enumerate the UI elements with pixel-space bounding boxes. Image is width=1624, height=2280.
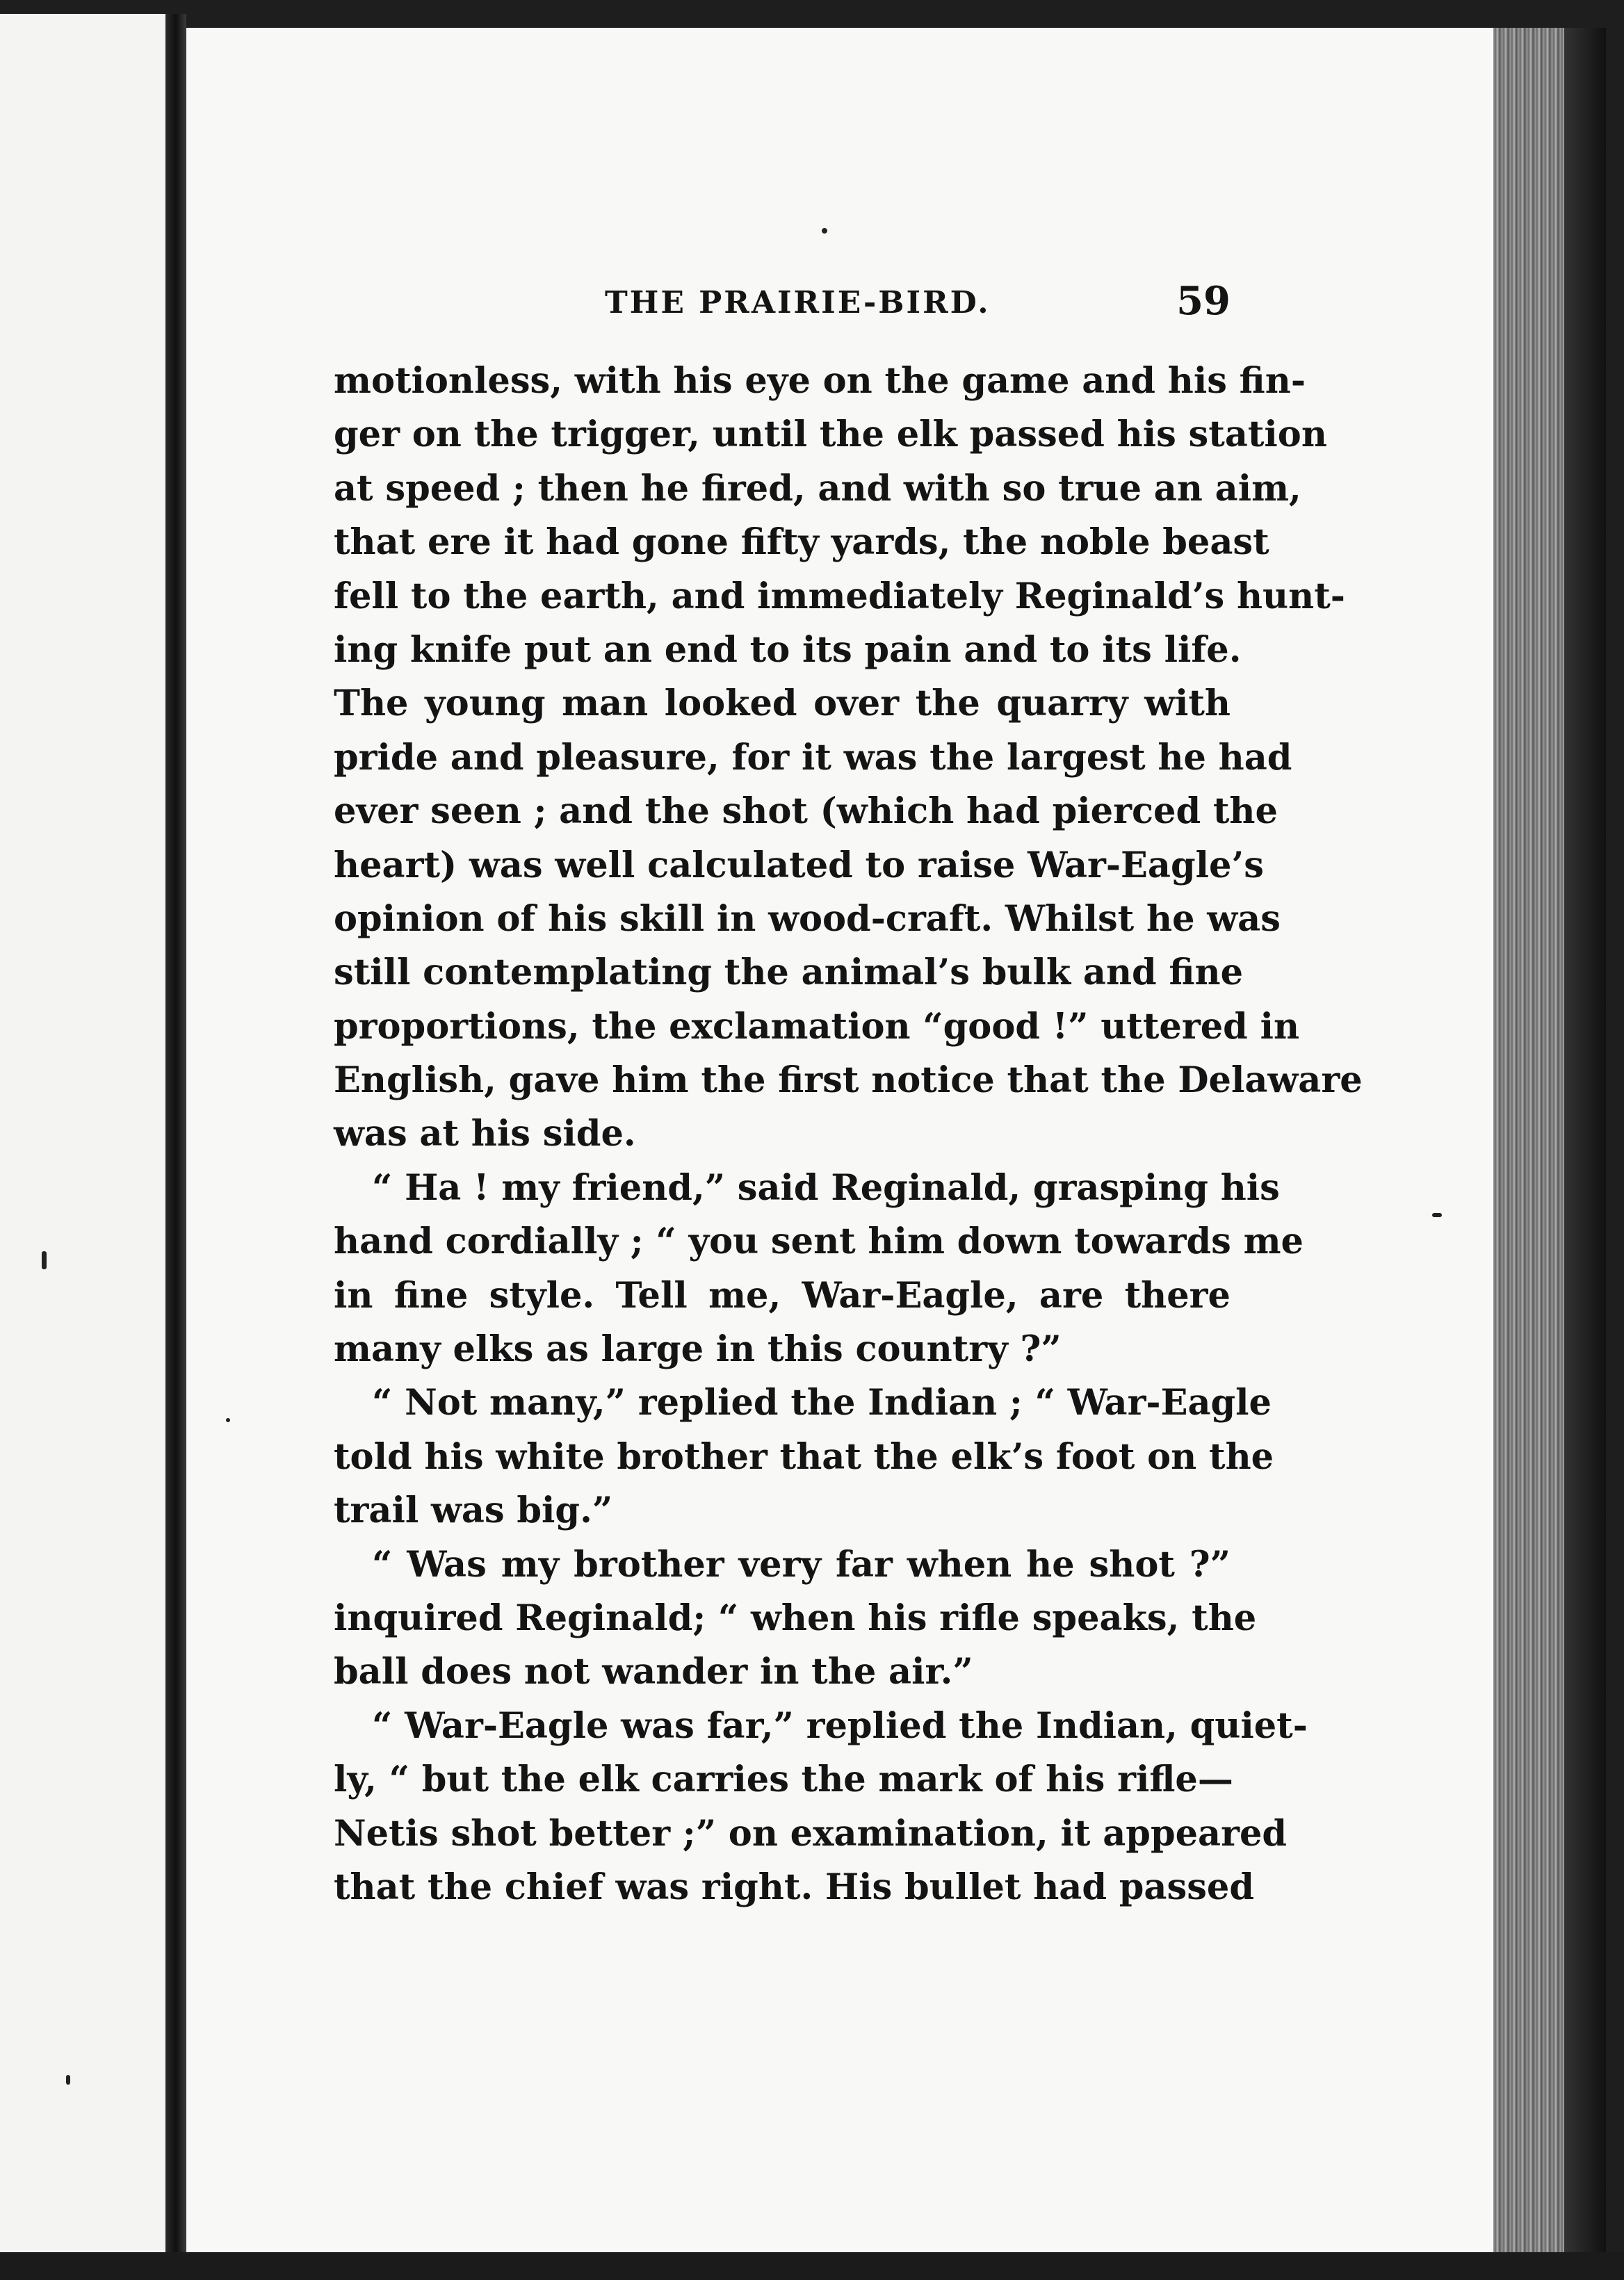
text-line: heart) was well calculated to raise War-Eagle’s xyxy=(334,844,1264,886)
text-line: The young man looked over the quarry with xyxy=(334,683,1231,725)
text-line: many elks as large in this country ?” xyxy=(334,1328,1062,1371)
text-line: that the chief was right. His bullet had passed xyxy=(334,1866,1255,1908)
text-line: ball does not wander in the air.” xyxy=(334,1651,973,1693)
ink-speck xyxy=(822,228,827,234)
text-line: “ Ha ! my friend,” said Reginald, grasping his xyxy=(372,1166,1280,1209)
text-line: ever seen ; and the shot (which had pierced the xyxy=(334,790,1278,833)
text-line: “ Was my brother very far when he shot ?” xyxy=(372,1543,1231,1586)
text-line: in fine style. Tell me, War-Eagle, are there xyxy=(334,1274,1231,1317)
body-text xyxy=(334,355,1363,1914)
text-line: was at his side. xyxy=(334,1113,636,1155)
text-line: opinion of his skill in wood-craft. Whilst he was xyxy=(334,897,1281,940)
text-line: pride and pleasure, for it was the largest he had xyxy=(334,736,1292,779)
text-line: still contemplating the animal’s bulk and fine xyxy=(334,952,1244,994)
text-line: proportions, the exclamation “good !” uttered in xyxy=(334,1005,1300,1048)
edge-shadow xyxy=(1564,28,1606,2252)
text-line: motionless, with his eye on the game and his fin- xyxy=(334,360,1306,402)
text-line: “ Not many,” replied the Indian ; “ War-Eagle xyxy=(372,1382,1272,1424)
text-line: ly, “ but the elk carries the mark of his rifle— xyxy=(334,1759,1233,1801)
text-line: “ War-Eagle was far,” replied the Indian, quiet- xyxy=(372,1704,1308,1747)
page-number: 59 xyxy=(1176,278,1231,324)
text-line: inquired Reginald; “ when his rifle speaks, the xyxy=(334,1597,1257,1639)
text-line: at speed ; then he fired, and with so true an aim, xyxy=(334,467,1301,510)
text-line: English, gave him the first notice that the Delaware xyxy=(334,1059,1363,1102)
ink-speck xyxy=(1432,1213,1442,1217)
ink-speck xyxy=(42,1251,47,1269)
running-head xyxy=(334,278,1231,334)
book-gutter xyxy=(165,14,186,2259)
bottom-edge xyxy=(0,2252,1624,2280)
text-column xyxy=(334,278,1363,1914)
ink-speck xyxy=(66,2075,70,2085)
text-line: fell to the earth, and immediately Reginald’s hunt- xyxy=(334,575,1345,617)
text-line: trail was big.” xyxy=(334,1490,613,1532)
text-line: ger on the trigger, until the elk passed his station xyxy=(334,414,1327,456)
text-line: that ere it had gone fifty yards, the noble beast xyxy=(334,521,1269,564)
text-line: Netis shot better ;” on examination, it appeared xyxy=(334,1812,1288,1855)
ink-speck xyxy=(226,1418,230,1422)
text-line: hand cordially ; “ you sent him down towards me xyxy=(334,1221,1304,1263)
facing-page xyxy=(0,14,167,2259)
text-line: told his white brother that the elk’s foot on the xyxy=(334,1435,1274,1478)
text-line: ing knife put an end to its pain and to its life. xyxy=(334,628,1242,671)
running-title: THE PRAIRIE-BIRD. xyxy=(605,285,991,320)
